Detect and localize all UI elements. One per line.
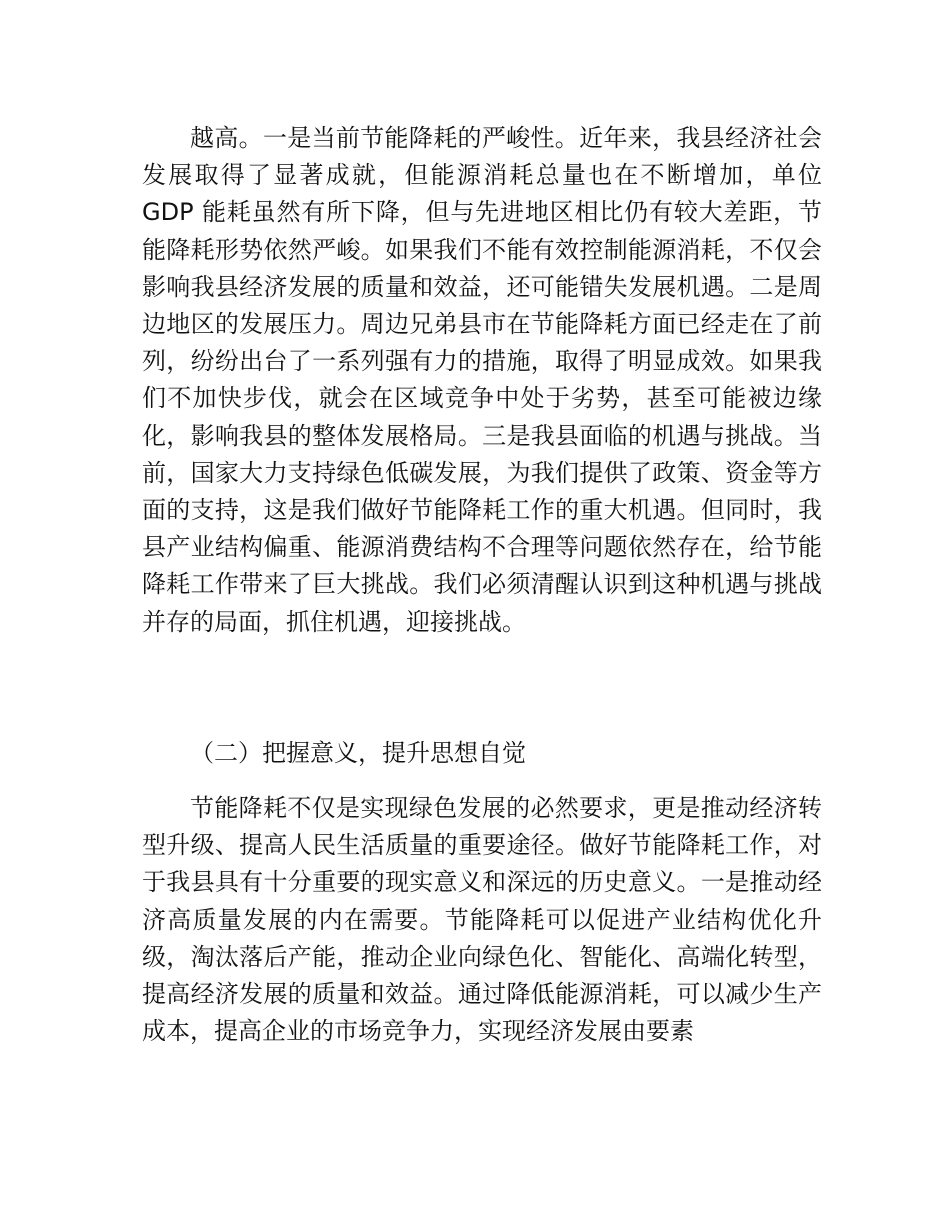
body-paragraph-1: 越高。一是当前节能降耗的严峻性。近年来，我县经济社会发展取得了显著成就，但能源消耗总量也在不断增加，单位 GDP 能耗虽然有所下降，但与先进地区相比仍有较大差距，节能降耗形势依然严峻。如果我们不能有效控制能源消耗，不仅会影响我县经济发展的质量和效益，还可能错失发展机遇。二是周边地区的发展压力。周边兄弟县市在节能降耗方面已经走在了前列，纷纷出台了一系列强有力的措施，取得了明显成效。如果我们不加快步伐，就会在区域竞争中处于劣势，甚至可能被边缘化，影响我县的整体发展格局。三是我县面临的机遇与挑战。当前，国家大力支持绿色低碳发展，为我们提供了政策、资金等方面的支持，这是我们做好节能降耗工作的重大机遇。但同时，我县产业结构偏重、能源消费结构不合理等问题依然存在，给节能降耗工作带来了巨大挑战。我们必须清醒认识到这种机遇与挑战并存的局面，抓住机遇，迎接挑战。: [142, 124, 822, 636]
body-paragraph-2: 节能降耗不仅是实现绿色发展的必然要求，更是推动经济转型升级、提高人民生活质量的重要途径。做好节能降耗工作，对于我县具有十分重要的现实意义和深远的历史意义。一是推动经济高质量发展的内在需要。节能降耗可以促进产业结构优化升级，淘汰落后产能，推动企业向绿色化、智能化、高端化转型，提高经济发展的质量和效益。通过降低能源消耗，可以减少生产成本，提高企业的市场竞争力，实现经济发展由要素: [142, 794, 822, 1046]
section-heading: （二）把握意义，提升思想自觉: [190, 739, 526, 767]
